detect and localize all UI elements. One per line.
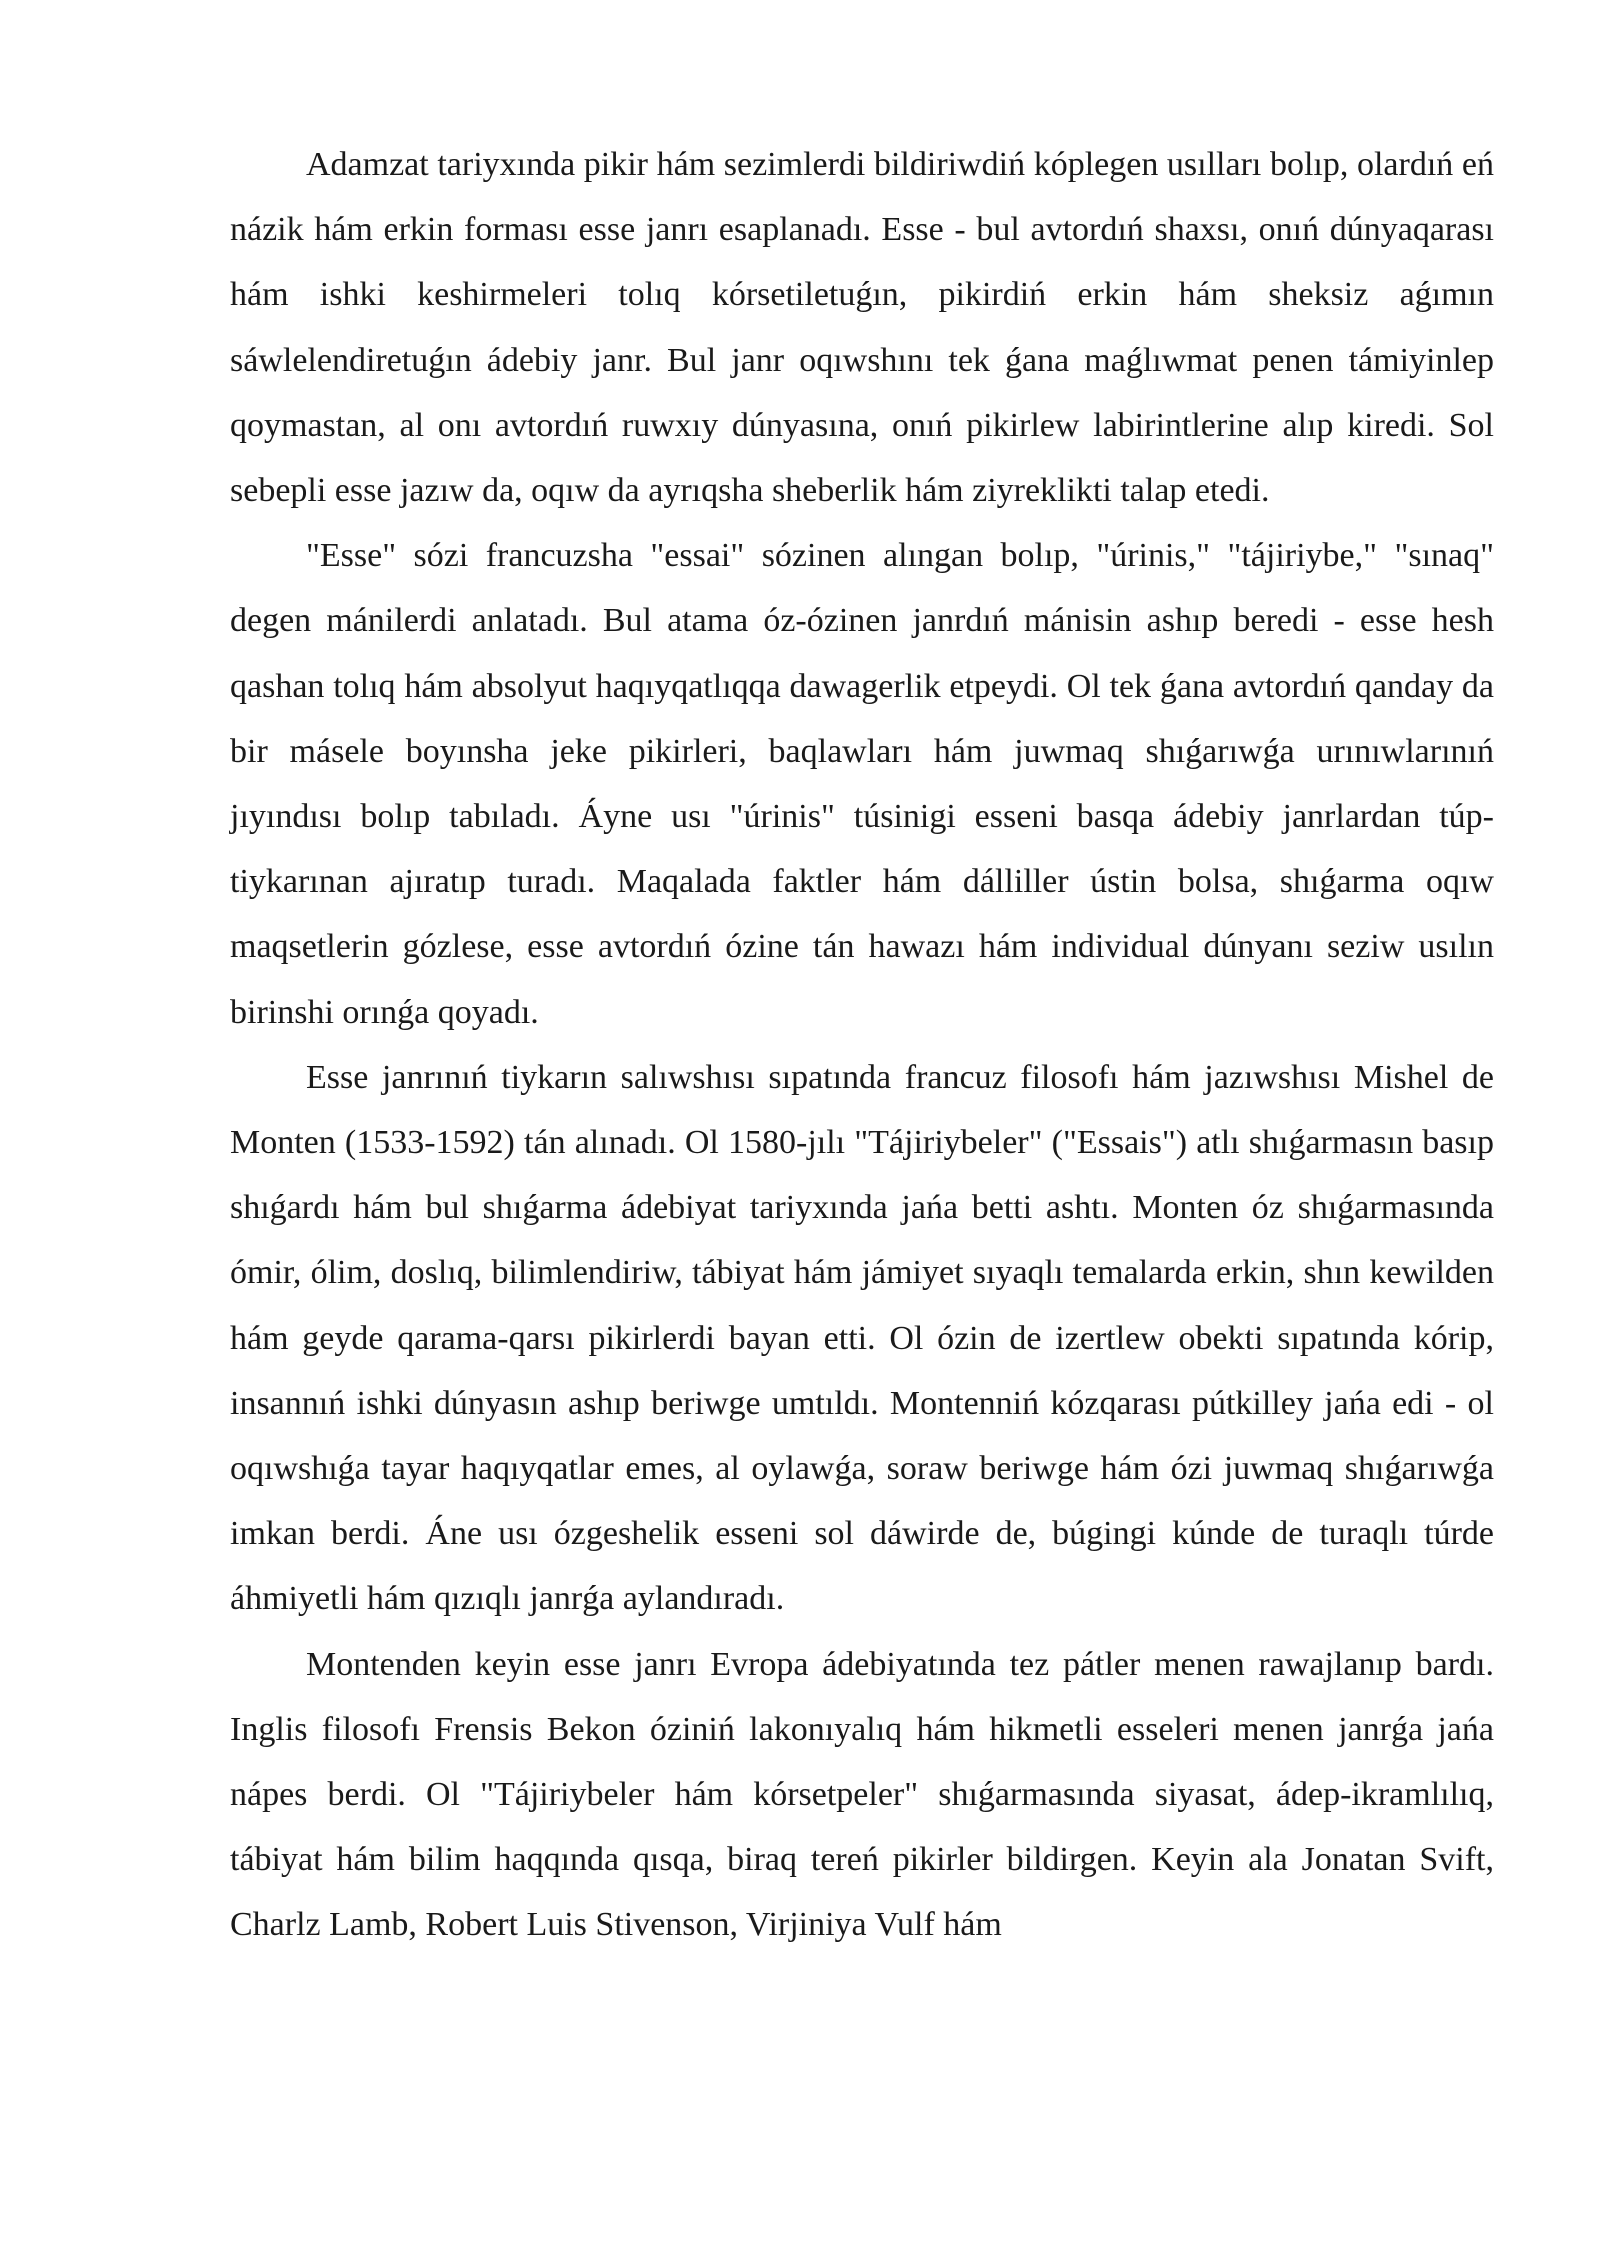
paragraph-2: "Esse" sózi francuzsha "essai" sózinen alıngan bolıp, "úrinis," "tájiriybe," "sınaq" degen mánilerdi anlatadı. Bul atama óz-ózinen janrdıń mánisin ashıp beredi - esse hesh qashan tolıq hám absolyut haqıyqatlıqqa dawagerlik etpeydi. Ol tek ǵana avtordıń qanday da bir másele boyınsha jeke pikirleri, baqlawları hám juwmaq shıǵarıwǵa urınıwlarınıń jıyındısı bolıp tabıladı. Áyne usı "úrinis" túsinigi esseni basqa ádebiy janrlardan túp-tiykarınan ajıratıp turadı. Maqalada faktler hám dálliller ústin bolsa, shıǵarma oqıw maqsetlerin gózlese, esse avtordıń ózine tán hawazı hám individual dúnyanı seziw usılın birinshi orınǵa qoyadı.: [230, 537, 1494, 1031]
paragraph-1: Adamzat tariyxında pikir hám sezimlerdi bildiriwdiń kóplegen usılları bolıp, olardıń eń názik hám erkin forması esse janrı esaplanadı. Esse - bul avtordıń shaxsı, onıń dúnyaqarası hám ishki keshirmeleri tolıq kórsetiletuǵın, pikirdiń erkin hám sheksiz aǵımın sáwlelendiretuǵın ádebiy janr. Bul janr oqıwshını tek ǵana maǵlıwmat penen támiyinlep qoymastan, al onı avtordıń ruwxıy dúnyasına, onıń pikirlew labirintlerine alıp kiredi. Sol sebepli esse jazıw da, oqıw da ayrıqsha sheberlik hám ziyreklikti talap etedi.: [230, 146, 1494, 510]
document-page: [230, 132, 1494, 1958]
paragraph-4: Montenden keyin esse janrı Evropa ádebiyatında tez pátler menen rawajlanıp bardı. Inglis filosofı Frensis Bekon óziniń lakonıyalıq hám hikmetli esseleri menen janrǵa jańa nápes berdi. Ol "Tájiriybeler hám kórsetpeler" shıǵarmasında siyasat, ádep-ikramlılıq, tábiyat hám bilim haqqında qısqa, biraq tereń pikirler bildirgen. Keyin ala Jonatan Svift, Charlz Lamb, Robert Luis Stivenson, Virjiniya Vulf hám: [230, 1645, 1494, 1944]
paragraph-3: Esse janrınıń tiykarın salıwshısı sıpatında francuz filosofı hám jazıwshısı Mishel de Monten (1533-1592) tán alınadı. Ol 1580-jılı "Tájiriybeler" ("Essais") atlı shıǵarmasın basıp shıǵardı hám bul shıǵarma ádebiyat tariyxında jańa betti ashtı. Monten óz shıǵarmasında ómir, ólim, doslıq, bilimlendiriw, tábiyat hám jámiyet sıyaqlı temalarda erkin, shın kewilden hám geyde qarama-qarsı pikirlerdi bayan etti. Ol ózin de izertlew obekti sıpatında kórip, insannıń ishki dúnyasın ashıp beriwge umtıldı. Montenniń kózqarası pútkilley jańa edi - ol oqıwshıǵa tayar haqıyqatlar emes, al oylawǵa, soraw beriwge hám ózi juwmaq shıǵarıwǵa imkan berdi. Áne usı ózgeshelik esseni sol dáwirde de, búgingi kúnde de turaqlı túrde áhmiyetli hám qızıqlı janrǵa aylandıradı.: [230, 1058, 1494, 1618]
